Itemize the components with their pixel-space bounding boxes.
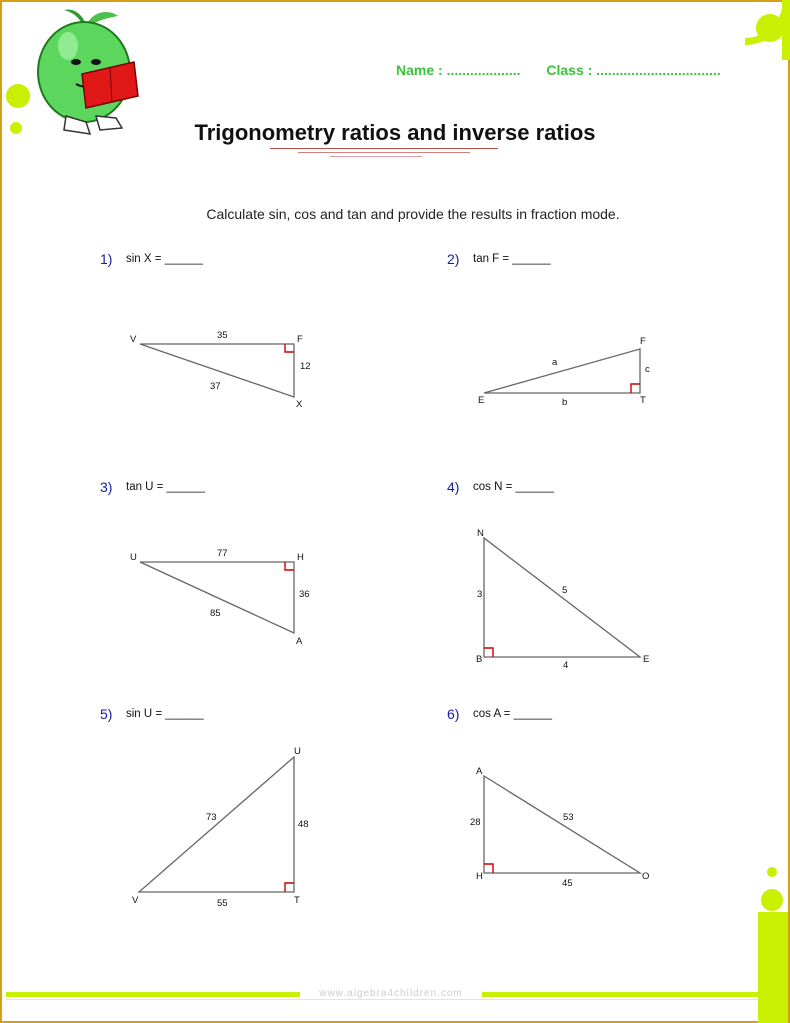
class-field-label: Class : ................................ (546, 62, 721, 78)
right-angle-marker-2 (631, 384, 640, 393)
t2-side-c: c (645, 364, 650, 375)
t1-vertex-f: F (297, 334, 303, 345)
question-2-text: tan F = ______ (473, 253, 551, 265)
triangle-6 (484, 776, 640, 873)
t1-side-right: 12 (300, 361, 311, 372)
t2-side-a: a (552, 357, 558, 368)
t1-vertex-v: V (130, 334, 137, 345)
footer-bar-right (482, 992, 758, 997)
question-3-number: 3) (100, 479, 113, 495)
question-1-text: sin X = ______ (126, 253, 204, 265)
t1-side-top: 35 (217, 330, 228, 341)
question-5-number: 5) (100, 706, 113, 722)
question-6-text: cos A = ______ (473, 708, 552, 720)
t6-vertex-a: A (476, 766, 483, 777)
footer-bar-left (6, 992, 300, 997)
t3-vertex-a: A (296, 636, 303, 647)
right-angle-marker-4 (484, 648, 493, 657)
t5-side-right: 48 (298, 819, 309, 830)
t5-side-hyp: 73 (206, 812, 217, 823)
t4-side-hyp: 5 (562, 585, 568, 596)
t3-vertex-h: H (297, 552, 304, 563)
t5-vertex-v: V (132, 895, 139, 906)
t4-side-bottom: 4 (563, 660, 569, 671)
t6-vertex-h: H (476, 871, 483, 882)
question-5-text: sin U = ______ (126, 708, 204, 720)
t4-vertex-e: E (643, 654, 650, 665)
question-2-number: 2) (447, 251, 460, 267)
t6-side-left: 28 (470, 817, 481, 828)
t6-vertex-o: O (642, 871, 650, 882)
footer-rule (6, 999, 758, 1000)
t1-side-hyp: 37 (210, 381, 221, 392)
triangle-4 (484, 538, 640, 657)
t4-vertex-b: B (476, 654, 483, 665)
t6-side-hyp: 53 (563, 812, 574, 823)
question-3-text: tan U = ______ (126, 481, 205, 493)
question-1-number: 1) (100, 251, 113, 267)
right-angle-marker-1 (285, 344, 294, 352)
triangle-3 (140, 562, 294, 633)
right-angle-marker-3 (285, 562, 294, 570)
t5-side-bottom: 55 (217, 898, 228, 909)
t2-vertex-e: E (478, 395, 485, 406)
question-6-number: 6) (447, 706, 460, 722)
page-title: Trigonometry ratios and inverse ratios (194, 120, 596, 145)
right-angle-marker-6 (484, 864, 493, 873)
t3-vertex-u: U (130, 552, 137, 563)
t5-vertex-t: T (294, 895, 300, 906)
triangle-2 (484, 349, 640, 393)
t6-side-bottom: 45 (562, 878, 573, 889)
footer-url: www.algebra4children.com (319, 988, 463, 999)
t2-vertex-t: T (640, 395, 646, 406)
t3-side-right: 36 (299, 589, 310, 600)
t5-vertex-u: U (294, 746, 301, 757)
instruction-text: Calculate sin, cos and tan and provide the results in fraction mode. (206, 206, 620, 222)
name-field-label: Name : ................... (396, 62, 521, 78)
t3-side-top: 77 (217, 548, 228, 559)
t1-vertex-x: X (296, 399, 303, 410)
t3-side-hyp: 85 (210, 608, 221, 619)
t4-side-left: 3 (477, 589, 483, 600)
question-4-text: cos N = ______ (473, 481, 554, 493)
triangle-5 (139, 757, 294, 892)
right-angle-marker-5 (285, 883, 294, 892)
question-4-number: 4) (447, 479, 460, 495)
t2-vertex-f: F (640, 336, 646, 347)
t4-vertex-n: N (477, 528, 484, 539)
t2-side-b: b (562, 397, 568, 408)
